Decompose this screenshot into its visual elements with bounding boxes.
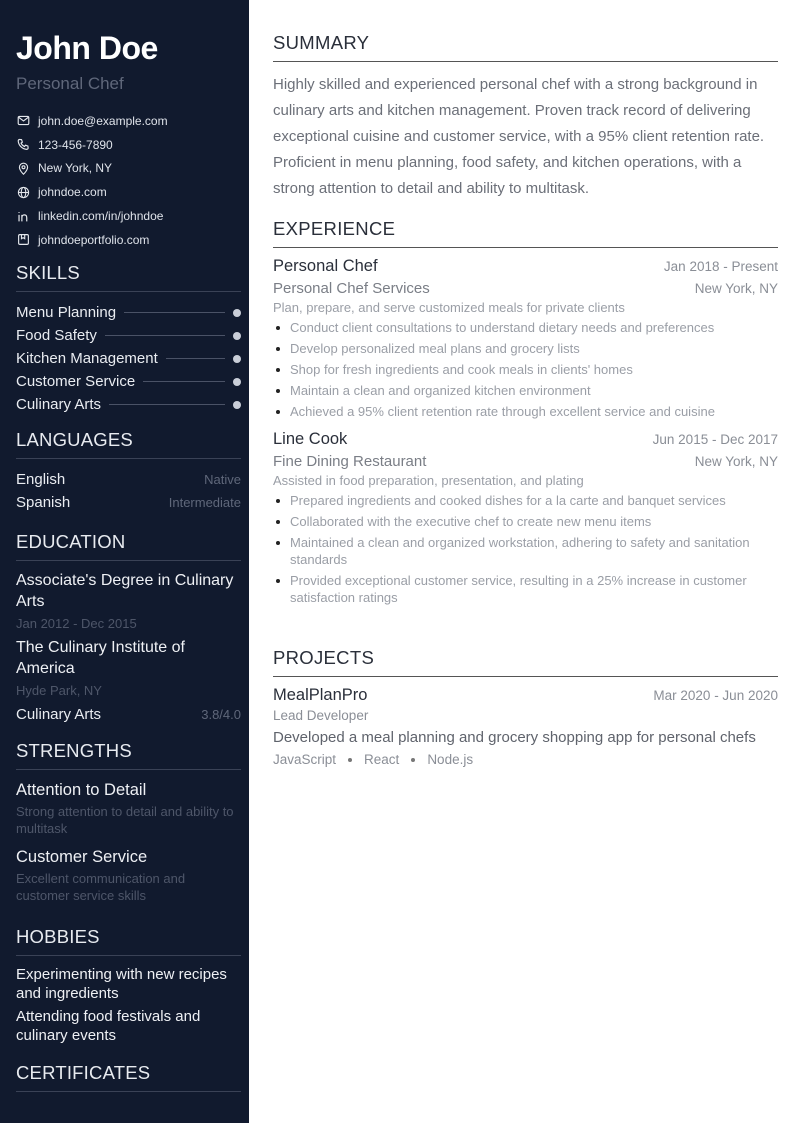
education-dates: Jan 2012 - Dec 2015 <box>16 616 137 631</box>
project-role: Lead Developer <box>273 708 369 723</box>
skill-item <box>16 324 241 347</box>
mail-icon <box>16 114 30 128</box>
skill-dot <box>233 309 241 317</box>
skill-label: Culinary Arts <box>16 396 102 413</box>
strength-item <box>16 846 241 904</box>
projects-section <box>273 647 778 767</box>
job-entry <box>273 257 778 420</box>
project-entry <box>273 686 778 767</box>
skill-item <box>16 301 241 324</box>
experience-section <box>273 218 778 610</box>
language-level: Native <box>204 472 241 487</box>
job-description: Plan, prepare, and serve customized meals for private clients <box>273 300 625 315</box>
skill-line <box>109 404 225 405</box>
education-section <box>16 531 241 725</box>
projects-heading: PROJECTS <box>273 647 778 677</box>
education-field-row <box>16 704 241 725</box>
tech-tag: JavaScript <box>273 752 337 767</box>
contact-email[interactable] <box>16 109 241 133</box>
hobbies-heading: HOBBIES <box>16 926 241 956</box>
phone-icon <box>16 138 30 152</box>
contact-portfolio[interactable] <box>16 228 241 252</box>
job-location: New York, NY <box>694 454 778 469</box>
language-item <box>16 468 241 491</box>
contact-phone[interactable] <box>16 133 241 157</box>
globe-icon <box>16 185 30 199</box>
job-bullet: Shop for fresh ingredients and cook meals in clients' homes <box>273 361 778 378</box>
skill-dot <box>233 401 241 409</box>
project-tech-list <box>273 752 778 767</box>
skill-dot <box>233 355 241 363</box>
contact-list <box>16 109 241 252</box>
skill-label: Food Safety <box>16 327 97 344</box>
skill-dot <box>233 332 241 340</box>
skill-item <box>16 347 241 370</box>
contact-phone-text: 123-456-7890 <box>38 137 113 152</box>
contact-website-text: johndoe.com <box>38 185 107 200</box>
skills-section <box>16 262 241 416</box>
project-dates: Mar 2020 - Jun 2020 <box>653 688 778 703</box>
strength-title: Customer Service <box>16 848 148 866</box>
certificates-section <box>16 1062 241 1101</box>
language-level: Intermediate <box>168 495 241 510</box>
portfolio-icon <box>16 233 30 247</box>
map-pin-icon <box>16 161 30 175</box>
skill-line <box>124 312 225 313</box>
contact-linkedin[interactable] <box>16 204 241 228</box>
summary-section <box>273 32 778 202</box>
certificates-heading: CERTIFICATES <box>16 1062 241 1092</box>
experience-heading: EXPERIENCE <box>273 218 778 248</box>
job-company: Fine Dining Restaurant <box>273 453 427 470</box>
skill-dot <box>233 378 241 386</box>
skill-line <box>166 358 225 359</box>
linkedin-icon <box>16 209 30 223</box>
summary-text: Highly skilled and experienced personal chef with a strong background in culinary arts and kitchen management. Proven track record of delivering exceptional cuisine and customer service, with a 95% client retention rate. Proficient in menu planning, food safety, and kitchen operations, with a strong attention to detail and ability to multitask. <box>273 76 765 197</box>
contact-website[interactable] <box>16 180 241 204</box>
contact-location-text: New York, NY <box>38 161 113 176</box>
job-bullet: Conduct client consultations to understand dietary needs and preferences <box>273 319 778 336</box>
project-header <box>273 686 778 705</box>
skill-label: Customer Service <box>16 373 136 390</box>
strength-desc: Strong attention to detail and ability to multitask <box>16 804 234 836</box>
hobby-item: Experimenting with new recipes and ingredients <box>16 966 227 1002</box>
strengths-section <box>16 740 241 904</box>
languages-heading: LANGUAGES <box>16 429 241 459</box>
project-description: Developed a meal planning and grocery shopping app for personal chefs <box>273 729 756 746</box>
job-header <box>273 430 778 449</box>
education-field: Culinary Arts <box>16 706 102 723</box>
job-bullet: Maintain a clean and organized kitchen environment <box>273 382 778 399</box>
strength-item <box>16 779 241 837</box>
job-bullet: Collaborated with the executive chef to create new menu items <box>273 513 778 530</box>
candidate-name: John Doe <box>16 30 158 66</box>
tech-tag: Node.js <box>427 752 474 767</box>
contact-portfolio-text: johndoeportfolio.com <box>38 232 150 247</box>
contact-email-text: john.doe@example.com <box>38 113 168 128</box>
strength-desc: Excellent communication and customer service skills <box>16 871 186 903</box>
tech-separator <box>411 758 415 762</box>
job-location: New York, NY <box>694 281 778 296</box>
job-dates: Jun 2015 - Dec 2017 <box>652 432 778 447</box>
education-degree: Associate's Degree in Culinary Arts <box>16 572 234 610</box>
job-bullets <box>273 319 778 420</box>
job-bullet: Provided exceptional customer service, resulting in a 25% increase in customer satisfaction ratings <box>273 572 778 606</box>
strengths-heading: STRENGTHS <box>16 740 241 770</box>
hobbies-section <box>16 926 241 1049</box>
job-subheader <box>273 453 778 470</box>
tech-tag: React <box>364 752 400 767</box>
job-header <box>273 257 778 276</box>
candidate-role: Personal Chef <box>16 74 124 93</box>
language-name: English <box>16 471 66 488</box>
skills-heading: SKILLS <box>16 262 241 292</box>
education-gpa: 3.8/4.0 <box>201 707 241 722</box>
contact-location <box>16 157 241 181</box>
language-item <box>16 491 241 514</box>
job-bullet: Maintained a clean and organized workstation, adhering to safety and sanitation standards <box>273 534 778 568</box>
job-bullet: Prepared ingredients and cooked dishes for a la carte and banquet services <box>273 492 778 509</box>
education-school: The Culinary Institute of America <box>16 639 185 677</box>
job-entry <box>273 430 778 606</box>
skill-item <box>16 393 241 416</box>
job-bullet: Achieved a 95% client retention rate through excellent service and cuisine <box>273 403 778 420</box>
summary-heading: SUMMARY <box>273 32 778 62</box>
job-description: Assisted in food preparation, presentation, and plating <box>273 473 584 488</box>
sidebar <box>0 0 249 1123</box>
job-subheader <box>273 280 778 297</box>
hobby-item: Attending food festivals and culinary events <box>16 1008 201 1044</box>
education-location: Hyde Park, NY <box>16 683 102 698</box>
job-title: Personal Chef <box>273 257 378 275</box>
job-bullets <box>273 492 778 606</box>
skill-line <box>143 381 225 382</box>
job-title: Line Cook <box>273 430 348 448</box>
skill-item <box>16 370 241 393</box>
job-company: Personal Chef Services <box>273 280 430 297</box>
strength-title: Attention to Detail <box>16 781 147 799</box>
contact-linkedin-text: linkedin.com/in/johndoe <box>38 209 164 224</box>
project-name: MealPlanPro <box>273 686 368 704</box>
education-heading: EDUCATION <box>16 531 241 561</box>
languages-section <box>16 429 241 514</box>
job-bullet: Develop personalized meal plans and grocery lists <box>273 340 778 357</box>
skill-label: Kitchen Management <box>16 350 158 367</box>
language-name: Spanish <box>16 494 71 511</box>
skill-label: Menu Planning <box>16 304 117 321</box>
tech-separator <box>348 758 352 762</box>
skill-line <box>105 335 225 336</box>
job-dates: Jan 2018 - Present <box>663 259 778 274</box>
